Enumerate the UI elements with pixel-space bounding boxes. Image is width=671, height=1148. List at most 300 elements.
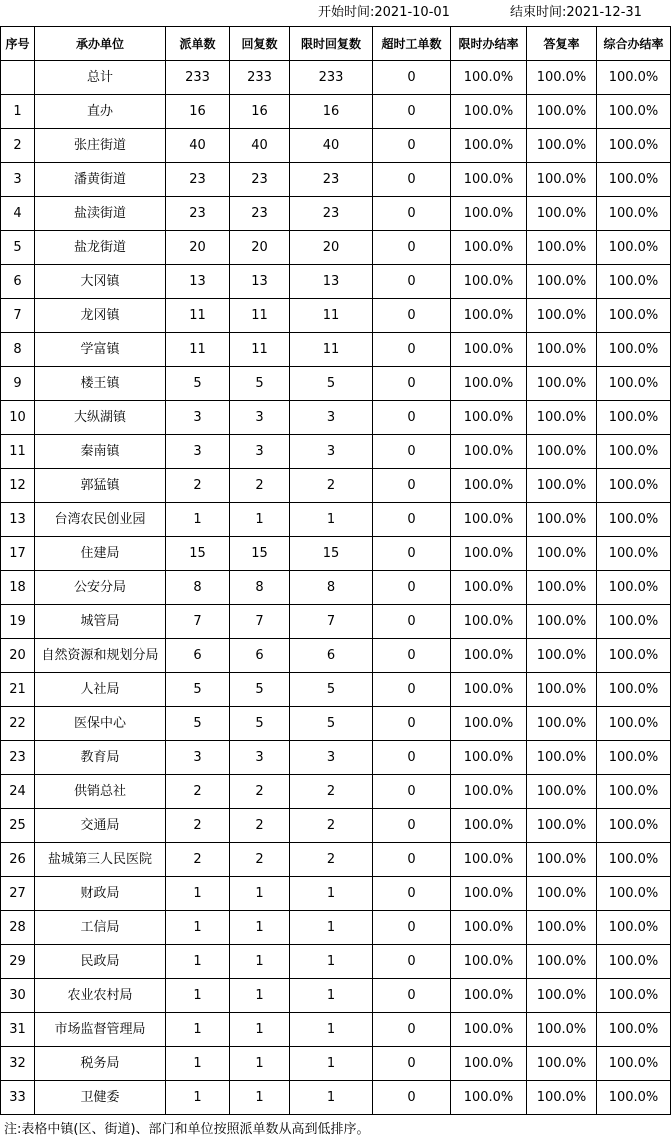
table-row <box>1 401 671 435</box>
cell-overall-completion-rate: 100.0% <box>597 945 671 979</box>
cell-timely-completion-rate: 100.0% <box>451 775 527 809</box>
cell-replied: 2 <box>230 809 290 843</box>
table-row <box>1 1013 671 1047</box>
cell-index: 21 <box>1 673 35 707</box>
cell-timely-completion-rate: 100.0% <box>451 435 527 469</box>
cell-unit: 直办 <box>35 95 166 129</box>
date-range-header <box>0 0 671 26</box>
cell-timely-replied: 1 <box>290 1081 373 1115</box>
table-header-row <box>1 27 671 61</box>
cell-timely-completion-rate: 100.0% <box>451 469 527 503</box>
cell-replied: 3 <box>230 401 290 435</box>
end-time <box>510 0 642 26</box>
cell-index: 9 <box>1 367 35 401</box>
cell-overall-completion-rate: 100.0% <box>597 537 671 571</box>
cell-index: 22 <box>1 707 35 741</box>
cell-index: 6 <box>1 265 35 299</box>
table-row <box>1 503 671 537</box>
cell-reply-rate: 100.0% <box>527 571 597 605</box>
cell-replied: 23 <box>230 163 290 197</box>
table-row <box>1 299 671 333</box>
cell-replied: 1 <box>230 1013 290 1047</box>
cell-overdue: 0 <box>373 197 451 231</box>
cell-unit: 住建局 <box>35 537 166 571</box>
cell-timely-completion-rate: 100.0% <box>451 1081 527 1115</box>
cell-dispatched: 5 <box>166 673 230 707</box>
cell-timely-completion-rate: 100.0% <box>451 673 527 707</box>
cell-unit: 农业农村局 <box>35 979 166 1013</box>
cell-timely-replied: 3 <box>290 401 373 435</box>
cell-dispatched: 20 <box>166 231 230 265</box>
cell-unit: 盐城第三人民医院 <box>35 843 166 877</box>
cell-unit: 财政局 <box>35 877 166 911</box>
cell-reply-rate: 100.0% <box>527 707 597 741</box>
table-row <box>1 639 671 673</box>
table-row <box>1 163 671 197</box>
cell-unit: 城管局 <box>35 605 166 639</box>
col-header-reply-rate: 答复率 <box>527 27 597 61</box>
cell-reply-rate: 100.0% <box>527 809 597 843</box>
cell-unit: 工信局 <box>35 911 166 945</box>
cell-unit: 教育局 <box>35 741 166 775</box>
cell-replied: 6 <box>230 639 290 673</box>
cell-replied: 1 <box>230 911 290 945</box>
cell-dispatched: 2 <box>166 809 230 843</box>
cell-unit: 卫健委 <box>35 1081 166 1115</box>
table-row <box>1 333 671 367</box>
cell-overdue: 0 <box>373 945 451 979</box>
table-row <box>1 673 671 707</box>
cell-unit: 台湾农民创业园 <box>35 503 166 537</box>
cell-timely-replied: 5 <box>290 707 373 741</box>
cell-timely-completion-rate: 100.0% <box>451 503 527 537</box>
cell-overdue: 0 <box>373 95 451 129</box>
cell-replied: 15 <box>230 537 290 571</box>
cell-index: 23 <box>1 741 35 775</box>
cell-timely-completion-rate: 100.0% <box>451 61 527 95</box>
cell-reply-rate: 100.0% <box>527 299 597 333</box>
cell-index: 18 <box>1 571 35 605</box>
cell-unit: 医保中心 <box>35 707 166 741</box>
cell-index: 2 <box>1 129 35 163</box>
cell-index: 25 <box>1 809 35 843</box>
cell-dispatched: 1 <box>166 1081 230 1115</box>
table-row <box>1 95 671 129</box>
cell-overall-completion-rate: 100.0% <box>597 95 671 129</box>
cell-overall-completion-rate: 100.0% <box>597 197 671 231</box>
cell-overall-completion-rate: 100.0% <box>597 877 671 911</box>
cell-replied: 5 <box>230 673 290 707</box>
cell-overall-completion-rate: 100.0% <box>597 979 671 1013</box>
cell-timely-replied: 20 <box>290 231 373 265</box>
table-row <box>1 61 671 95</box>
cell-replied: 1 <box>230 877 290 911</box>
table-row <box>1 979 671 1013</box>
cell-reply-rate: 100.0% <box>527 503 597 537</box>
cell-overdue: 0 <box>373 843 451 877</box>
table-body <box>1 61 671 1115</box>
cell-unit: 郭猛镇 <box>35 469 166 503</box>
cell-timely-replied: 5 <box>290 673 373 707</box>
cell-reply-rate: 100.0% <box>527 163 597 197</box>
cell-replied: 2 <box>230 775 290 809</box>
cell-reply-rate: 100.0% <box>527 945 597 979</box>
cell-overdue: 0 <box>373 333 451 367</box>
cell-timely-replied: 2 <box>290 809 373 843</box>
cell-overdue: 0 <box>373 435 451 469</box>
cell-overall-completion-rate: 100.0% <box>597 673 671 707</box>
cell-overall-completion-rate: 100.0% <box>597 367 671 401</box>
cell-dispatched: 2 <box>166 469 230 503</box>
cell-timely-replied: 16 <box>290 95 373 129</box>
cell-overall-completion-rate: 100.0% <box>597 61 671 95</box>
cell-dispatched: 1 <box>166 877 230 911</box>
cell-replied: 3 <box>230 435 290 469</box>
cell-index: 33 <box>1 1081 35 1115</box>
cell-overall-completion-rate: 100.0% <box>597 809 671 843</box>
cell-overdue: 0 <box>373 877 451 911</box>
cell-index: 11 <box>1 435 35 469</box>
table-row <box>1 707 671 741</box>
cell-overall-completion-rate: 100.0% <box>597 401 671 435</box>
cell-overall-completion-rate: 100.0% <box>597 741 671 775</box>
cell-timely-replied: 11 <box>290 299 373 333</box>
cell-index: 12 <box>1 469 35 503</box>
table-row <box>1 741 671 775</box>
cell-unit: 交通局 <box>35 809 166 843</box>
cell-dispatched: 1 <box>166 1047 230 1081</box>
cell-timely-replied: 1 <box>290 979 373 1013</box>
cell-overdue: 0 <box>373 1081 451 1115</box>
cell-dispatched: 15 <box>166 537 230 571</box>
cell-overdue: 0 <box>373 401 451 435</box>
report-table <box>0 26 671 1115</box>
cell-unit: 总计 <box>35 61 166 95</box>
cell-index: 10 <box>1 401 35 435</box>
cell-timely-completion-rate: 100.0% <box>451 1013 527 1047</box>
table-row <box>1 877 671 911</box>
table-row <box>1 911 671 945</box>
cell-replied: 5 <box>230 367 290 401</box>
cell-reply-rate: 100.0% <box>527 1081 597 1115</box>
cell-index: 4 <box>1 197 35 231</box>
end-time-value: 2021-12-31 <box>566 5 642 20</box>
cell-replied: 13 <box>230 265 290 299</box>
cell-reply-rate: 100.0% <box>527 265 597 299</box>
cell-timely-completion-rate: 100.0% <box>451 129 527 163</box>
cell-replied: 5 <box>230 707 290 741</box>
cell-dispatched: 1 <box>166 945 230 979</box>
cell-replied: 7 <box>230 605 290 639</box>
col-header-index: 序号 <box>1 27 35 61</box>
col-header-dispatched: 派单数 <box>166 27 230 61</box>
cell-timely-replied: 15 <box>290 537 373 571</box>
cell-timely-completion-rate: 100.0% <box>451 979 527 1013</box>
cell-overdue: 0 <box>373 61 451 95</box>
cell-unit: 公安分局 <box>35 571 166 605</box>
cell-unit: 秦南镇 <box>35 435 166 469</box>
table-row <box>1 843 671 877</box>
cell-index: 27 <box>1 877 35 911</box>
cell-dispatched: 3 <box>166 741 230 775</box>
col-header-overall-completion-rate: 综合办结率 <box>597 27 671 61</box>
cell-reply-rate: 100.0% <box>527 95 597 129</box>
cell-timely-completion-rate: 100.0% <box>451 401 527 435</box>
cell-reply-rate: 100.0% <box>527 197 597 231</box>
cell-unit: 自然资源和规划分局 <box>35 639 166 673</box>
cell-reply-rate: 100.0% <box>527 775 597 809</box>
cell-unit: 张庄街道 <box>35 129 166 163</box>
cell-replied: 11 <box>230 299 290 333</box>
cell-dispatched: 16 <box>166 95 230 129</box>
cell-timely-replied: 1 <box>290 877 373 911</box>
cell-index <box>1 61 35 95</box>
cell-overall-completion-rate: 100.0% <box>597 911 671 945</box>
cell-timely-replied: 2 <box>290 775 373 809</box>
cell-overall-completion-rate: 100.0% <box>597 469 671 503</box>
cell-replied: 23 <box>230 197 290 231</box>
cell-dispatched: 40 <box>166 129 230 163</box>
cell-replied: 16 <box>230 95 290 129</box>
cell-timely-replied: 6 <box>290 639 373 673</box>
cell-timely-completion-rate: 100.0% <box>451 571 527 605</box>
cell-timely-replied: 11 <box>290 333 373 367</box>
cell-timely-completion-rate: 100.0% <box>451 95 527 129</box>
cell-timely-replied: 8 <box>290 571 373 605</box>
cell-timely-completion-rate: 100.0% <box>451 231 527 265</box>
cell-timely-replied: 13 <box>290 265 373 299</box>
cell-reply-rate: 100.0% <box>527 979 597 1013</box>
cell-overdue: 0 <box>373 367 451 401</box>
cell-overall-completion-rate: 100.0% <box>597 129 671 163</box>
cell-unit: 潘黄街道 <box>35 163 166 197</box>
cell-overall-completion-rate: 100.0% <box>597 775 671 809</box>
cell-dispatched: 233 <box>166 61 230 95</box>
cell-index: 7 <box>1 299 35 333</box>
cell-reply-rate: 100.0% <box>527 537 597 571</box>
cell-reply-rate: 100.0% <box>527 129 597 163</box>
cell-replied: 11 <box>230 333 290 367</box>
cell-timely-completion-rate: 100.0% <box>451 809 527 843</box>
table-row <box>1 809 671 843</box>
cell-dispatched: 6 <box>166 639 230 673</box>
cell-timely-completion-rate: 100.0% <box>451 333 527 367</box>
cell-replied: 1 <box>230 1081 290 1115</box>
cell-overall-completion-rate: 100.0% <box>597 639 671 673</box>
cell-overall-completion-rate: 100.0% <box>597 163 671 197</box>
col-header-overdue: 超时工单数 <box>373 27 451 61</box>
cell-overdue: 0 <box>373 673 451 707</box>
cell-timely-replied: 2 <box>290 469 373 503</box>
col-header-unit: 承办单位 <box>35 27 166 61</box>
cell-overall-completion-rate: 100.0% <box>597 1047 671 1081</box>
cell-overdue: 0 <box>373 911 451 945</box>
cell-unit: 民政局 <box>35 945 166 979</box>
cell-timely-completion-rate: 100.0% <box>451 197 527 231</box>
cell-index: 5 <box>1 231 35 265</box>
cell-replied: 20 <box>230 231 290 265</box>
cell-dispatched: 2 <box>166 775 230 809</box>
cell-overdue: 0 <box>373 775 451 809</box>
table-row <box>1 197 671 231</box>
cell-timely-completion-rate: 100.0% <box>451 707 527 741</box>
cell-replied: 1 <box>230 1047 290 1081</box>
cell-timely-completion-rate: 100.0% <box>451 843 527 877</box>
cell-overdue: 0 <box>373 469 451 503</box>
cell-overdue: 0 <box>373 1047 451 1081</box>
cell-overall-completion-rate: 100.0% <box>597 1013 671 1047</box>
cell-dispatched: 11 <box>166 333 230 367</box>
cell-overall-completion-rate: 100.0% <box>597 571 671 605</box>
cell-overdue: 0 <box>373 707 451 741</box>
cell-index: 26 <box>1 843 35 877</box>
cell-index: 17 <box>1 537 35 571</box>
cell-overdue: 0 <box>373 503 451 537</box>
cell-timely-replied: 1 <box>290 503 373 537</box>
cell-reply-rate: 100.0% <box>527 435 597 469</box>
cell-timely-replied: 2 <box>290 843 373 877</box>
cell-index: 30 <box>1 979 35 1013</box>
cell-timely-completion-rate: 100.0% <box>451 741 527 775</box>
cell-dispatched: 3 <box>166 401 230 435</box>
cell-overdue: 0 <box>373 605 451 639</box>
cell-replied: 40 <box>230 129 290 163</box>
table-row <box>1 367 671 401</box>
table-row <box>1 605 671 639</box>
cell-index: 1 <box>1 95 35 129</box>
cell-overall-completion-rate: 100.0% <box>597 503 671 537</box>
cell-timely-replied: 1 <box>290 945 373 979</box>
cell-unit: 龙冈镇 <box>35 299 166 333</box>
cell-unit: 盐龙街道 <box>35 231 166 265</box>
cell-unit: 大冈镇 <box>35 265 166 299</box>
table-row <box>1 129 671 163</box>
cell-timely-completion-rate: 100.0% <box>451 299 527 333</box>
table-row <box>1 265 671 299</box>
cell-timely-replied: 233 <box>290 61 373 95</box>
cell-replied: 1 <box>230 503 290 537</box>
cell-reply-rate: 100.0% <box>527 911 597 945</box>
table-row <box>1 231 671 265</box>
cell-overdue: 0 <box>373 639 451 673</box>
cell-dispatched: 11 <box>166 299 230 333</box>
cell-reply-rate: 100.0% <box>527 333 597 367</box>
cell-timely-completion-rate: 100.0% <box>451 265 527 299</box>
cell-unit: 市场监督管理局 <box>35 1013 166 1047</box>
cell-dispatched: 5 <box>166 707 230 741</box>
cell-reply-rate: 100.0% <box>527 61 597 95</box>
start-time-label: 开始时间: <box>318 5 375 20</box>
cell-overdue: 0 <box>373 163 451 197</box>
cell-overall-completion-rate: 100.0% <box>597 333 671 367</box>
cell-timely-replied: 5 <box>290 367 373 401</box>
cell-reply-rate: 100.0% <box>527 1047 597 1081</box>
cell-reply-rate: 100.0% <box>527 741 597 775</box>
cell-reply-rate: 100.0% <box>527 469 597 503</box>
cell-reply-rate: 100.0% <box>527 367 597 401</box>
cell-timely-completion-rate: 100.0% <box>451 367 527 401</box>
cell-overall-completion-rate: 100.0% <box>597 231 671 265</box>
cell-timely-replied: 1 <box>290 911 373 945</box>
start-time-value: 2021-10-01 <box>374 5 450 20</box>
footnote: 注:表格中镇(区、街道)、部门和单位按照派单数从高到低排序。 <box>4 1122 370 1137</box>
cell-reply-rate: 100.0% <box>527 401 597 435</box>
table-row <box>1 1047 671 1081</box>
cell-replied: 1 <box>230 945 290 979</box>
cell-timely-completion-rate: 100.0% <box>451 1047 527 1081</box>
cell-timely-completion-rate: 100.0% <box>451 877 527 911</box>
cell-overdue: 0 <box>373 571 451 605</box>
col-header-replied: 回复数 <box>230 27 290 61</box>
col-header-timely-replied: 限时回复数 <box>290 27 373 61</box>
cell-replied: 1 <box>230 979 290 1013</box>
cell-index: 29 <box>1 945 35 979</box>
cell-timely-replied: 7 <box>290 605 373 639</box>
cell-overall-completion-rate: 100.0% <box>597 299 671 333</box>
cell-overall-completion-rate: 100.0% <box>597 843 671 877</box>
table-row <box>1 1081 671 1115</box>
cell-unit: 税务局 <box>35 1047 166 1081</box>
cell-timely-replied: 40 <box>290 129 373 163</box>
cell-timely-completion-rate: 100.0% <box>451 945 527 979</box>
cell-reply-rate: 100.0% <box>527 673 597 707</box>
cell-reply-rate: 100.0% <box>527 877 597 911</box>
cell-overall-completion-rate: 100.0% <box>597 1081 671 1115</box>
cell-timely-completion-rate: 100.0% <box>451 911 527 945</box>
cell-timely-replied: 23 <box>290 197 373 231</box>
cell-dispatched: 23 <box>166 197 230 231</box>
cell-dispatched: 8 <box>166 571 230 605</box>
cell-overall-completion-rate: 100.0% <box>597 435 671 469</box>
cell-replied: 233 <box>230 61 290 95</box>
table-row <box>1 775 671 809</box>
cell-overall-completion-rate: 100.0% <box>597 605 671 639</box>
cell-index: 8 <box>1 333 35 367</box>
cell-timely-completion-rate: 100.0% <box>451 537 527 571</box>
cell-dispatched: 13 <box>166 265 230 299</box>
cell-overdue: 0 <box>373 1013 451 1047</box>
cell-overdue: 0 <box>373 741 451 775</box>
cell-dispatched: 23 <box>166 163 230 197</box>
cell-dispatched: 3 <box>166 435 230 469</box>
cell-dispatched: 7 <box>166 605 230 639</box>
cell-reply-rate: 100.0% <box>527 639 597 673</box>
cell-overdue: 0 <box>373 537 451 571</box>
cell-overdue: 0 <box>373 265 451 299</box>
cell-replied: 3 <box>230 741 290 775</box>
cell-dispatched: 1 <box>166 911 230 945</box>
cell-replied: 8 <box>230 571 290 605</box>
cell-index: 20 <box>1 639 35 673</box>
cell-timely-replied: 3 <box>290 435 373 469</box>
cell-timely-replied: 23 <box>290 163 373 197</box>
col-header-timely-completion-rate: 限时办结率 <box>451 27 527 61</box>
cell-timely-replied: 1 <box>290 1013 373 1047</box>
cell-timely-completion-rate: 100.0% <box>451 639 527 673</box>
table-row <box>1 435 671 469</box>
cell-timely-replied: 3 <box>290 741 373 775</box>
end-time-label: 结束时间: <box>510 5 567 20</box>
cell-dispatched: 1 <box>166 503 230 537</box>
cell-unit: 供销总社 <box>35 775 166 809</box>
cell-overdue: 0 <box>373 231 451 265</box>
cell-reply-rate: 100.0% <box>527 605 597 639</box>
cell-unit: 盐渎街道 <box>35 197 166 231</box>
cell-replied: 2 <box>230 469 290 503</box>
cell-index: 19 <box>1 605 35 639</box>
cell-reply-rate: 100.0% <box>527 231 597 265</box>
cell-dispatched: 1 <box>166 979 230 1013</box>
